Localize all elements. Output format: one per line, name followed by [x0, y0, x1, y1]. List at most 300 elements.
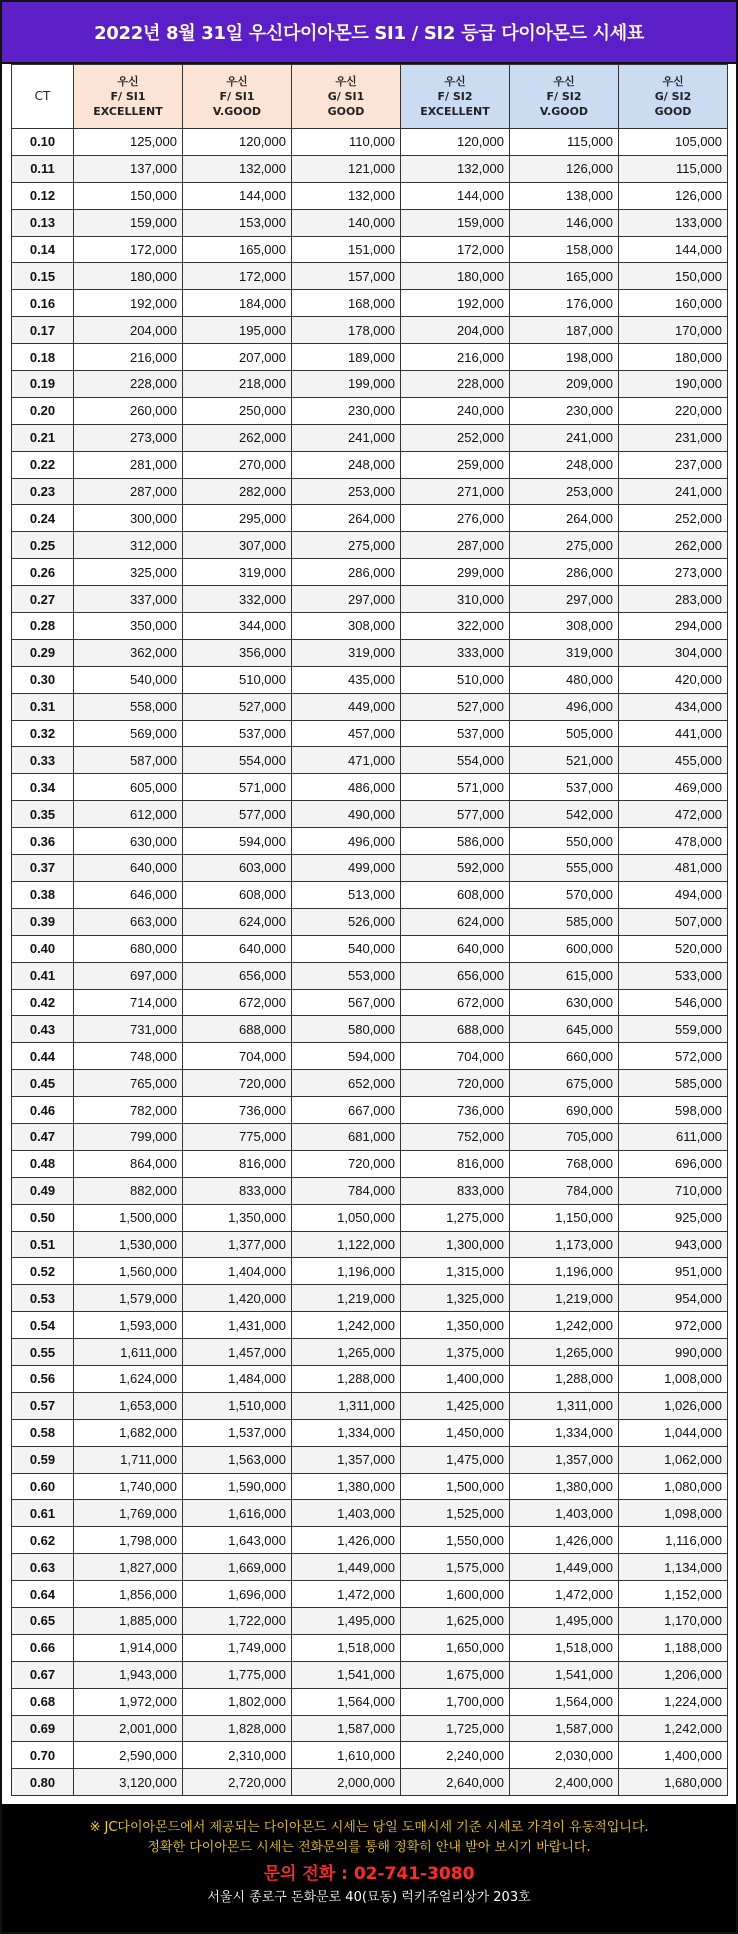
- price-cell: 126,000: [510, 155, 619, 182]
- price-cell: 585,000: [510, 908, 619, 935]
- table-body: [12, 129, 728, 1796]
- price-cell: 121,000: [292, 155, 401, 182]
- carat-cell: 0.16: [12, 290, 74, 317]
- table-row: [12, 1204, 728, 1231]
- price-cell: 1,593,000: [74, 1312, 183, 1339]
- price-cell: 1,525,000: [401, 1500, 510, 1527]
- price-cell: 1,828,000: [183, 1715, 292, 1742]
- price-cell: 704,000: [401, 1043, 510, 1070]
- price-cell: 572,000: [619, 1043, 728, 1070]
- price-cell: 943,000: [619, 1231, 728, 1258]
- price-cell: 1,541,000: [292, 1661, 401, 1688]
- header-line: EXCELLENT: [420, 105, 490, 118]
- carat-cell: 0.30: [12, 666, 74, 693]
- price-cell: 189,000: [292, 344, 401, 371]
- header-line: 우신: [662, 75, 684, 88]
- price-cell: 782,000: [74, 1097, 183, 1124]
- price-cell: 527,000: [401, 693, 510, 720]
- table-row: [12, 1634, 728, 1661]
- price-cell: 1,426,000: [510, 1527, 619, 1554]
- price-cell: 554,000: [183, 747, 292, 774]
- price-cell: 198,000: [510, 344, 619, 371]
- price-cell: 115,000: [510, 129, 619, 156]
- price-cell: 1,495,000: [292, 1607, 401, 1634]
- price-cell: 356,000: [183, 639, 292, 666]
- price-cell: 287,000: [74, 478, 183, 505]
- price-cell: 731,000: [74, 1016, 183, 1043]
- table-row: [12, 505, 728, 532]
- price-cell: 1,196,000: [292, 1258, 401, 1285]
- price-cell: 1,311,000: [292, 1392, 401, 1419]
- table-row: [12, 666, 728, 693]
- header-line: 우신: [553, 75, 575, 88]
- price-cell: 1,587,000: [292, 1715, 401, 1742]
- price-cell: 1,350,000: [401, 1312, 510, 1339]
- table-row: [12, 1123, 728, 1150]
- price-cell: 1,431,000: [183, 1312, 292, 1339]
- price-cell: 434,000: [619, 693, 728, 720]
- price-cell: 180,000: [619, 344, 728, 371]
- table-row: [12, 1392, 728, 1419]
- price-cell: 1,242,000: [510, 1312, 619, 1339]
- price-cell: 1,403,000: [510, 1500, 619, 1527]
- price-cell: 1,288,000: [292, 1365, 401, 1392]
- price-cell: 1,425,000: [401, 1392, 510, 1419]
- price-cell: 1,550,000: [401, 1527, 510, 1554]
- price-cell: 176,000: [510, 290, 619, 317]
- price-cell: 228,000: [401, 371, 510, 398]
- price-cell: 527,000: [183, 693, 292, 720]
- price-cell: 1,616,000: [183, 1500, 292, 1527]
- carat-cell: 0.13: [12, 209, 74, 236]
- price-cell: 1,403,000: [292, 1500, 401, 1527]
- table-row: [12, 397, 728, 424]
- price-cell: 1,564,000: [510, 1688, 619, 1715]
- price-cell: 752,000: [401, 1123, 510, 1150]
- table-row: [12, 1742, 728, 1769]
- price-cell: 765,000: [74, 1070, 183, 1097]
- price-cell: 137,000: [74, 155, 183, 182]
- price-cell: 640,000: [74, 855, 183, 882]
- table-row: [12, 1231, 728, 1258]
- price-cell: 260,000: [74, 397, 183, 424]
- price-cell: 286,000: [292, 559, 401, 586]
- price-cell: 570,000: [510, 881, 619, 908]
- price-cell: 259,000: [401, 451, 510, 478]
- table-row: [12, 1312, 728, 1339]
- carat-cell: 0.25: [12, 532, 74, 559]
- phone-number: 문의 전화 : 02-741-3080: [263, 1864, 475, 1884]
- price-cell: 1,560,000: [74, 1258, 183, 1285]
- price-cell: 1,682,000: [74, 1419, 183, 1446]
- page-title: 2022년 8월 31일 우신다이아몬드 SI1 / SI2 등급 다이아몬드 시세표: [2, 2, 736, 64]
- price-cell: 253,000: [510, 478, 619, 505]
- price-cell: 1,026,000: [619, 1392, 728, 1419]
- price-cell: 696,000: [619, 1150, 728, 1177]
- price-cell: 230,000: [292, 397, 401, 424]
- price-cell: 297,000: [510, 586, 619, 613]
- price-cell: 140,000: [292, 209, 401, 236]
- price-cell: 1,669,000: [183, 1554, 292, 1581]
- carat-cell: 0.80: [12, 1769, 74, 1796]
- price-cell: 1,265,000: [510, 1339, 619, 1366]
- price-cell: 1,827,000: [74, 1554, 183, 1581]
- table-header: [12, 65, 728, 129]
- table-row: [12, 935, 728, 962]
- header-line: F/ SI2: [546, 90, 582, 103]
- price-cell: 144,000: [183, 182, 292, 209]
- price-cell: 520,000: [619, 935, 728, 962]
- price-cell: 275,000: [510, 532, 619, 559]
- price-cell: 1,080,000: [619, 1473, 728, 1500]
- price-cell: 471,000: [292, 747, 401, 774]
- price-cell: 304,000: [619, 639, 728, 666]
- price-cell: 660,000: [510, 1043, 619, 1070]
- price-cell: 710,000: [619, 1177, 728, 1204]
- price-cell: 1,472,000: [510, 1581, 619, 1608]
- price-cell: 286,000: [510, 559, 619, 586]
- price-cell: 1,725,000: [401, 1715, 510, 1742]
- carat-cell: 0.66: [12, 1634, 74, 1661]
- price-cell: 645,000: [510, 1016, 619, 1043]
- notice-line-2: 정확한 다이아몬드 시세는 전화문의를 통해 정확히 안내 받아 보시기 바랍니다.: [147, 1840, 591, 1855]
- price-cell: 172,000: [74, 236, 183, 263]
- table-row: [12, 1715, 728, 1742]
- price-cell: 540,000: [74, 666, 183, 693]
- price-cell: 558,000: [74, 693, 183, 720]
- price-cell: 554,000: [401, 747, 510, 774]
- carat-cell: 0.46: [12, 1097, 74, 1124]
- carat-cell: 0.10: [12, 129, 74, 156]
- price-cell: 630,000: [510, 989, 619, 1016]
- price-cell: 1,062,000: [619, 1446, 728, 1473]
- price-cell: 132,000: [292, 182, 401, 209]
- price-cell: 216,000: [401, 344, 510, 371]
- price-cell: 1,265,000: [292, 1339, 401, 1366]
- price-cell: 990,000: [619, 1339, 728, 1366]
- price-cell: 1,357,000: [510, 1446, 619, 1473]
- price-cell: 1,420,000: [183, 1285, 292, 1312]
- price-cell: 216,000: [74, 344, 183, 371]
- price-cell: 882,000: [74, 1177, 183, 1204]
- price-cell: 218,000: [183, 371, 292, 398]
- price-cell: 611,000: [619, 1123, 728, 1150]
- price-cell: 513,000: [292, 881, 401, 908]
- header-col-2: [183, 65, 292, 129]
- price-cell: 630,000: [74, 828, 183, 855]
- price-cell: 264,000: [292, 505, 401, 532]
- price-cell: 199,000: [292, 371, 401, 398]
- price-cell: 553,000: [292, 962, 401, 989]
- price-cell: 308,000: [510, 613, 619, 640]
- header-line: GOOD: [327, 105, 365, 118]
- carat-cell: 0.41: [12, 962, 74, 989]
- price-cell: 240,000: [401, 397, 510, 424]
- price-cell: 697,000: [74, 962, 183, 989]
- price-cell: 1,357,000: [292, 1446, 401, 1473]
- price-cell: 126,000: [619, 182, 728, 209]
- table-row: [12, 317, 728, 344]
- price-cell: 603,000: [183, 855, 292, 882]
- price-cell: 1,400,000: [619, 1742, 728, 1769]
- header-line: GOOD: [654, 105, 692, 118]
- table-row: [12, 1769, 728, 1796]
- price-cell: 1,518,000: [510, 1634, 619, 1661]
- header-col-5: [510, 65, 619, 129]
- price-cell: 478,000: [619, 828, 728, 855]
- price-cell: 1,050,000: [292, 1204, 401, 1231]
- carat-cell: 0.20: [12, 397, 74, 424]
- price-cell: 273,000: [619, 559, 728, 586]
- price-cell: 1,380,000: [510, 1473, 619, 1500]
- header-line: V.GOOD: [212, 105, 262, 118]
- table-row: [12, 720, 728, 747]
- price-cell: 241,000: [292, 424, 401, 451]
- table-row: [12, 1661, 728, 1688]
- price-cell: 1,575,000: [401, 1554, 510, 1581]
- carat-cell: 0.52: [12, 1258, 74, 1285]
- price-cell: 612,000: [74, 801, 183, 828]
- price-cell: 151,000: [292, 236, 401, 263]
- price-cell: 537,000: [510, 774, 619, 801]
- price-cell: 125,000: [74, 129, 183, 156]
- table-row: [12, 1043, 728, 1070]
- table-row: [12, 801, 728, 828]
- price-cell: 1,563,000: [183, 1446, 292, 1473]
- carat-cell: 0.63: [12, 1554, 74, 1581]
- price-cell: 624,000: [183, 908, 292, 935]
- price-cell: 951,000: [619, 1258, 728, 1285]
- carat-cell: 0.22: [12, 451, 74, 478]
- table-row: [12, 1150, 728, 1177]
- header-line: 우신: [335, 75, 357, 88]
- price-cell: 1,711,000: [74, 1446, 183, 1473]
- price-cell: 1,315,000: [401, 1258, 510, 1285]
- price-cell: 312,000: [74, 532, 183, 559]
- price-cell: 1,173,000: [510, 1231, 619, 1258]
- price-cell: 180,000: [74, 263, 183, 290]
- table-row: [12, 236, 728, 263]
- price-cell: 496,000: [292, 828, 401, 855]
- price-cell: 319,000: [510, 639, 619, 666]
- price-cell: 1,749,000: [183, 1634, 292, 1661]
- carat-cell: 0.60: [12, 1473, 74, 1500]
- price-cell: 542,000: [510, 801, 619, 828]
- price-cell: 954,000: [619, 1285, 728, 1312]
- price-cell: 1,400,000: [401, 1365, 510, 1392]
- price-cell: 1,219,000: [292, 1285, 401, 1312]
- price-cell: 307,000: [183, 532, 292, 559]
- price-cell: 1,311,000: [510, 1392, 619, 1419]
- price-cell: 1,696,000: [183, 1581, 292, 1608]
- carat-cell: 0.17: [12, 317, 74, 344]
- price-cell: 195,000: [183, 317, 292, 344]
- price-table: [11, 64, 728, 1796]
- price-cell: 594,000: [183, 828, 292, 855]
- price-cell: 300,000: [74, 505, 183, 532]
- price-cell: 499,000: [292, 855, 401, 882]
- price-cell: 138,000: [510, 182, 619, 209]
- table-row: [12, 451, 728, 478]
- price-cell: 816,000: [183, 1150, 292, 1177]
- carat-cell: 0.56: [12, 1365, 74, 1392]
- header-line: F/ SI1: [110, 90, 146, 103]
- price-cell: 2,400,000: [510, 1769, 619, 1796]
- price-cell: 132,000: [401, 155, 510, 182]
- table-row: [12, 693, 728, 720]
- price-cell: 681,000: [292, 1123, 401, 1150]
- carat-cell: 0.49: [12, 1177, 74, 1204]
- price-cell: 720,000: [183, 1070, 292, 1097]
- price-cell: 736,000: [401, 1097, 510, 1124]
- carat-cell: 0.11: [12, 155, 74, 182]
- carat-cell: 0.61: [12, 1500, 74, 1527]
- price-cell: 110,000: [292, 129, 401, 156]
- price-cell: 1,196,000: [510, 1258, 619, 1285]
- price-cell: 1,510,000: [183, 1392, 292, 1419]
- carat-cell: 0.59: [12, 1446, 74, 1473]
- price-cell: 1,700,000: [401, 1688, 510, 1715]
- carat-cell: 0.12: [12, 182, 74, 209]
- price-cell: 571,000: [183, 774, 292, 801]
- table-row: [12, 129, 728, 156]
- price-cell: 2,640,000: [401, 1769, 510, 1796]
- price-cell: 1,472,000: [292, 1581, 401, 1608]
- price-cell: 157,000: [292, 263, 401, 290]
- price-cell: 494,000: [619, 881, 728, 908]
- footer-notice: [2, 1804, 736, 1932]
- price-cell: 1,449,000: [292, 1554, 401, 1581]
- table-row: [12, 1554, 728, 1581]
- price-cell: 153,000: [183, 209, 292, 236]
- table-row: [12, 344, 728, 371]
- price-cell: 172,000: [401, 236, 510, 263]
- price-cell: 1,802,000: [183, 1688, 292, 1715]
- price-cell: 441,000: [619, 720, 728, 747]
- price-cell: 1,650,000: [401, 1634, 510, 1661]
- price-cell: 784,000: [292, 1177, 401, 1204]
- price-cell: 2,030,000: [510, 1742, 619, 1769]
- price-cell: 1,587,000: [510, 1715, 619, 1742]
- price-cell: 1,377,000: [183, 1231, 292, 1258]
- price-cell: 799,000: [74, 1123, 183, 1150]
- table-row: [12, 908, 728, 935]
- header-col-6: [619, 65, 728, 129]
- price-cell: 170,000: [619, 317, 728, 344]
- table-row: [12, 155, 728, 182]
- price-cell: 1,624,000: [74, 1365, 183, 1392]
- price-cell: 2,001,000: [74, 1715, 183, 1742]
- header-col-4: [401, 65, 510, 129]
- price-cell: 297,000: [292, 586, 401, 613]
- carat-cell: 0.34: [12, 774, 74, 801]
- price-cell: 150,000: [619, 263, 728, 290]
- price-cell: 555,000: [510, 855, 619, 882]
- price-cell: 768,000: [510, 1150, 619, 1177]
- price-cell: 204,000: [74, 317, 183, 344]
- table-row: [12, 532, 728, 559]
- price-cell: 925,000: [619, 1204, 728, 1231]
- price-cell: 207,000: [183, 344, 292, 371]
- table-row: [12, 209, 728, 236]
- carat-cell: 0.44: [12, 1043, 74, 1070]
- carat-cell: 0.14: [12, 236, 74, 263]
- price-cell: 1,653,000: [74, 1392, 183, 1419]
- price-cell: 299,000: [401, 559, 510, 586]
- price-cell: 344,000: [183, 613, 292, 640]
- price-cell: 675,000: [510, 1070, 619, 1097]
- price-cell: 1,449,000: [510, 1554, 619, 1581]
- price-cell: 646,000: [74, 881, 183, 908]
- price-cell: 1,380,000: [292, 1473, 401, 1500]
- price-cell: 332,000: [183, 586, 292, 613]
- table-row: [12, 1446, 728, 1473]
- table-row: [12, 613, 728, 640]
- carat-cell: 0.35: [12, 801, 74, 828]
- price-cell: 592,000: [401, 855, 510, 882]
- price-cell: 559,000: [619, 1016, 728, 1043]
- table-row: [12, 1500, 728, 1527]
- price-cell: 435,000: [292, 666, 401, 693]
- price-cell: 1,769,000: [74, 1500, 183, 1527]
- price-cell: 105,000: [619, 129, 728, 156]
- price-cell: 486,000: [292, 774, 401, 801]
- price-cell: 505,000: [510, 720, 619, 747]
- price-cell: 1,242,000: [292, 1312, 401, 1339]
- price-cell: 1,798,000: [74, 1527, 183, 1554]
- price-cell: 605,000: [74, 774, 183, 801]
- header-line: V.GOOD: [539, 105, 589, 118]
- price-cell: 1,334,000: [292, 1419, 401, 1446]
- price-cell: 748,000: [74, 1043, 183, 1070]
- price-cell: 586,000: [401, 828, 510, 855]
- table-row: [12, 559, 728, 586]
- price-cell: 228,000: [74, 371, 183, 398]
- price-cell: 1,134,000: [619, 1554, 728, 1581]
- table-row: [12, 1070, 728, 1097]
- price-cell: 264,000: [510, 505, 619, 532]
- price-cell: 714,000: [74, 989, 183, 1016]
- price-cell: 1,275,000: [401, 1204, 510, 1231]
- price-cell: 165,000: [183, 236, 292, 263]
- price-cell: 1,600,000: [401, 1581, 510, 1608]
- price-cell: 615,000: [510, 962, 619, 989]
- notice-line-1: ※ JC다이아몬드에서 제공되는 다이아몬드 시세는 당일 도매시세 기준 시세로 가격이 유동적입니다.: [89, 1820, 649, 1835]
- price-cell: 319,000: [292, 639, 401, 666]
- table-row: [12, 478, 728, 505]
- carat-cell: 0.32: [12, 720, 74, 747]
- price-cell: 1,484,000: [183, 1365, 292, 1392]
- carat-cell: 0.42: [12, 989, 74, 1016]
- price-cell: 253,000: [292, 478, 401, 505]
- table-row: [12, 1285, 728, 1312]
- carat-cell: 0.48: [12, 1150, 74, 1177]
- price-cell: 133,000: [619, 209, 728, 236]
- price-cell: 275,000: [292, 532, 401, 559]
- table-row: [12, 1365, 728, 1392]
- header-line: G/ SI2: [654, 90, 692, 103]
- price-cell: 178,000: [292, 317, 401, 344]
- price-cell: 736,000: [183, 1097, 292, 1124]
- header-line: G/ SI1: [327, 90, 365, 103]
- price-cell: 1,680,000: [619, 1769, 728, 1796]
- price-cell: 1,170,000: [619, 1607, 728, 1634]
- price-cell: 526,000: [292, 908, 401, 935]
- price-cell: 2,000,000: [292, 1769, 401, 1796]
- price-cell: 585,000: [619, 1070, 728, 1097]
- price-cell: 1,116,000: [619, 1527, 728, 1554]
- price-cell: 1,885,000: [74, 1607, 183, 1634]
